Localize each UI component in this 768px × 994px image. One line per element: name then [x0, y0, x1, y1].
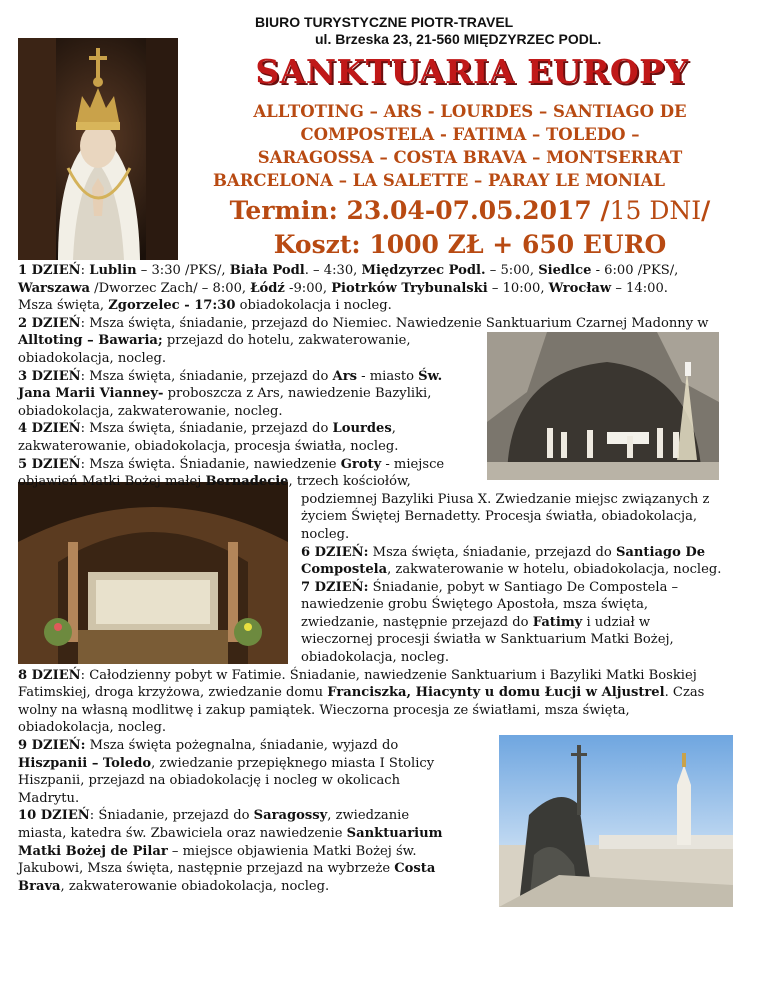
bold-text: 2 DZIEŃ — [18, 315, 81, 331]
text-run: Msza święta, — [18, 298, 109, 314]
text-run: : Msza święta, śniadanie, przejazd do — [80, 368, 333, 384]
itinerary-line — [301, 561, 758, 579]
text-run: , trzech kościołów, — [288, 474, 411, 490]
bold-text: Jana Marii Vianney- — [18, 386, 164, 402]
route-line: ALLTOTING – ARS - LOURDES – SANTIAGO DE — [253, 102, 687, 121]
text-run: : Śniadanie, przejazd do — [89, 808, 254, 824]
itinerary-line — [301, 614, 758, 632]
bold-text: Compostela — [301, 562, 388, 578]
bold-text: Św. — [418, 368, 443, 384]
text-run: Fatimskiej, droga krzyżowa, zwiedzanie domu — [18, 685, 328, 701]
text-run: przejazd do hotelu, zakwaterowanie, — [162, 333, 411, 349]
text-run: – 3:30 /PKS/, — [136, 263, 230, 278]
itinerary-line — [18, 790, 758, 808]
itinerary-line — [18, 807, 758, 825]
text-run: nawiedzenie grobu Świętego Apostoła, msza święta, — [301, 597, 649, 613]
text-run: – 5:00, — [485, 263, 539, 278]
text-run: Msza święta pożegnalna, śniadanie, wyjazd do — [85, 738, 399, 754]
bold-text: Lourdes — [332, 421, 392, 437]
text-run: nocleg. — [301, 526, 350, 542]
bold-text: Piotrków Trybunalski — [331, 280, 488, 296]
text-run: wolny na własną modlitwę i zakup pamiątek. Wieczorna procesja ze światłami, msza święta, — [18, 702, 630, 718]
itinerary-line — [301, 544, 758, 562]
text-run: obiadokolacja, nocleg. — [18, 720, 166, 736]
text-run: proboszcza z Ars, nawiedzenie Bazyliki, — [163, 386, 432, 402]
itinerary-line — [18, 403, 758, 421]
itinerary-line — [18, 332, 758, 350]
text-run: , zwiedzanie przepięknego miasta I Stolicy — [151, 755, 435, 771]
agency-header — [255, 14, 601, 48]
trip-cost: Koszt: 1000 ZŁ + 650 EURO — [273, 230, 667, 259]
text-run: podziemnej Bazyliki Piusa X. Zwiedzanie miejsc związanych z — [301, 491, 710, 507]
itinerary-line — [18, 420, 758, 438]
text-run: . – 4:30, — [304, 263, 362, 278]
text-run: zakwaterowanie, obiadokolacja, procesja światła, nocleg. — [18, 438, 399, 454]
bold-text: 5 DZIEŃ — [18, 456, 81, 472]
text-run: objawień Matki Bożej małej — [18, 474, 206, 490]
itinerary-line — [301, 579, 758, 597]
trip-dates-close: / — [701, 196, 711, 225]
bold-text: Fatimy — [532, 614, 583, 630]
bold-text: Franciszka, Hiacynty u domu Łucji w Aljustrel — [327, 685, 665, 701]
itinerary-line — [18, 473, 758, 491]
itinerary-line — [301, 508, 758, 526]
itinerary-line — [18, 280, 758, 298]
text-run: , zwiedzanie — [327, 808, 410, 824]
bold-text: Bernadecie — [205, 474, 289, 490]
itinerary-line — [18, 860, 758, 878]
text-run: obiadokolacja i nocleg. — [235, 298, 392, 314]
bold-text: Sanktuarium — [346, 826, 443, 841]
itinerary-line — [301, 526, 758, 544]
madonna-statue-image — [18, 38, 178, 260]
text-run: życiem Świętej Bernadetty. Procesja światła, obiadokolacja, — [301, 509, 698, 525]
itinerary-line — [18, 262, 758, 280]
bold-text: 3 DZIEŃ — [18, 368, 81, 384]
text-run: - 6:00 /PKS/, — [591, 263, 679, 278]
text-run: zwiedzanie, następnie przejazd do — [301, 614, 533, 630]
text-run: Madrytu. — [18, 790, 80, 806]
bold-text: 7 DZIEŃ: — [301, 579, 369, 595]
route-line: BARCELONA – LA SALETTE – PARAY LE MONIAL — [212, 171, 666, 190]
itinerary-line — [18, 315, 758, 333]
text-run: , zakwaterowanie w hotelu, obiadokolacja, nocleg. — [387, 562, 722, 578]
bold-text: 4 DZIEŃ — [18, 421, 81, 437]
bold-text: Alltoting – Bawaria; — [18, 333, 163, 349]
text-run: , zakwaterowanie obiadokolacja, nocleg. — [60, 878, 330, 894]
trip-dates-label: Termin: 23.04-07.05.2017 / — [229, 196, 610, 225]
bold-text: Wrocław — [548, 280, 612, 296]
bold-text: Costa — [394, 861, 436, 877]
text-run: : — [80, 263, 90, 278]
text-run: : Msza święta, śniadanie, przejazd do Niemiec. Nawiedzenie Sanktuarium Czarnej Madonny w — [80, 315, 709, 331]
text-run: – miejsce objawienia Matki Bożej św. — [167, 843, 417, 859]
itinerary-line — [18, 456, 758, 474]
text-run: i udział w — [582, 614, 651, 630]
text-run: obiadokolacja, nocleg. — [18, 350, 166, 366]
text-run: – 14:00. — [611, 280, 668, 296]
itinerary-line — [18, 719, 758, 737]
itinerary-line — [18, 684, 758, 702]
text-run: Hiszpanii, przejazd na obiadokolację i nocleg w okolicach — [18, 773, 401, 789]
bold-text: 10 DZIEŃ — [18, 808, 90, 824]
itinerary-line — [18, 385, 758, 403]
bold-text: Międzyrzec Podl. — [361, 263, 486, 278]
itinerary-line — [18, 878, 758, 896]
bold-text: 1 DZIEŃ — [18, 263, 81, 278]
bold-text: Biała Podl — [229, 263, 305, 278]
itinerary-line — [18, 368, 758, 386]
text-run: Śniadanie, pobyt w Santiago De Compostela – — [368, 579, 679, 595]
itinerary-line — [301, 596, 758, 614]
bold-text: Ars — [332, 368, 357, 384]
text-run: wieczornej procesji światła w Sanktuarium Matki Bożej, — [301, 632, 674, 648]
text-run: - miasto — [356, 368, 419, 384]
text-run: /Dworzec Zach/ – 8:00, — [90, 280, 251, 296]
text-run: Jakubowi, Msza święta, następnie przejazd na wybrzeże — [18, 861, 395, 877]
text-run: -9:00, — [284, 280, 332, 296]
itinerary — [18, 262, 758, 895]
text-run: Msza święta, śniadanie, przejazd do — [368, 544, 616, 560]
itinerary-line — [18, 297, 758, 315]
text-run: miasta, katedra św. Zbawiciela oraz nawiedzenie — [18, 826, 347, 841]
itinerary-line — [18, 350, 758, 368]
bold-text: Lublin — [89, 263, 137, 278]
itinerary-line — [301, 491, 758, 509]
bold-text: Groty — [340, 456, 382, 472]
itinerary-line — [18, 667, 758, 685]
agency-address: ul. Brzeska 23, 21-560 MIĘDZYRZEC PODL. — [315, 31, 602, 47]
trip-dates — [205, 194, 735, 227]
itinerary-line — [18, 755, 758, 773]
bold-text: Saragossy — [253, 808, 328, 824]
itinerary-line — [18, 825, 758, 843]
text-run: : Msza święta, śniadanie, przejazd do — [80, 421, 333, 437]
itinerary-line — [18, 702, 758, 720]
bold-text: 6 DZIEŃ: — [301, 544, 369, 560]
text-run: : Całodzienny pobyt w Fatimie. Śniadanie, nawiedzenie Sanktuarium i Bazyliki Matki Boskiej — [80, 667, 697, 683]
text-run: , — [391, 421, 396, 437]
bold-text: Matki Bożej de Pilar — [18, 843, 168, 859]
itinerary-line — [301, 649, 758, 667]
trip-duration: 15 DNI — [609, 196, 702, 225]
route-list — [210, 100, 730, 192]
route-line: COMPOSTELA - FATIMA – TOLEDO – — [300, 125, 640, 144]
text-run: - miejsce — [381, 456, 445, 472]
bold-text: Zgorzelec - 17:30 — [108, 298, 236, 314]
bold-text: Hiszpanii – Toledo — [18, 755, 152, 771]
agency-name: BIURO TURYSTYCZNE PIOTR-TRAVEL — [255, 14, 514, 30]
bold-text: Brava — [18, 878, 61, 894]
itinerary-line — [18, 772, 758, 790]
bold-text: 8 DZIEŃ — [18, 667, 81, 683]
bold-text: Warszawa — [18, 280, 90, 296]
text-run: obiadokolacja, zakwaterowanie, nocleg. — [18, 403, 283, 419]
bold-text: Santiago De — [615, 544, 706, 560]
itinerary-line — [18, 438, 758, 456]
bold-text: Siedlce — [538, 263, 592, 278]
text-run: obiadokolacja, nocleg. — [301, 650, 449, 666]
itinerary-line — [18, 843, 758, 861]
text-run: – 10:00, — [487, 280, 549, 296]
route-line: SARAGOSSA – COSTA BRAVA – MONTSERRAT — [257, 148, 683, 167]
itinerary-line — [18, 737, 758, 755]
bold-text: Łódź — [250, 280, 285, 296]
itinerary-line — [301, 631, 758, 649]
page-title: SANKTUARIA EUROPY — [255, 52, 689, 91]
text-run: . Czas — [664, 685, 705, 701]
text-run: : Msza święta. Śniadanie, nawiedzenie — [80, 456, 341, 472]
bold-text: 9 DZIEŃ: — [18, 738, 86, 754]
